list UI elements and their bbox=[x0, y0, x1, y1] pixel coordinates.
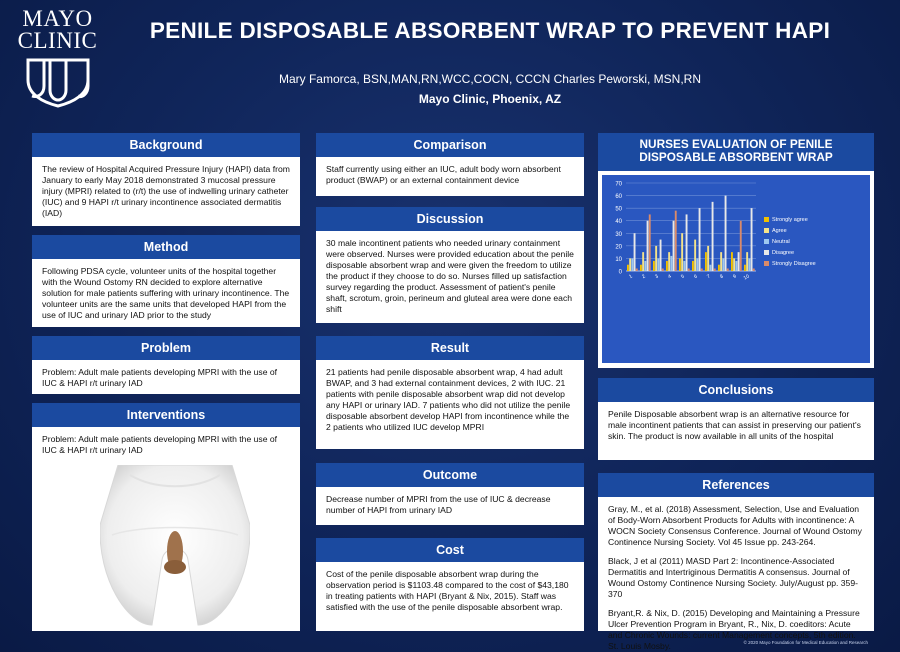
method-text: Following PDSA cycle, volunteer units of the hospital together with the Wound Ostomy RN decided to explore alternative solution for male patients suffering with urinary incontinence. The volunteer units are the same units that developed HAPI from the use of IUC and urinary IAD prior to the study bbox=[42, 266, 290, 320]
mayo-clinic-logo bbox=[10, 8, 105, 113]
y-tick-label: 70 bbox=[615, 181, 622, 188]
discussion-heading: Discussion bbox=[316, 207, 584, 231]
y-tick-label: 20 bbox=[615, 244, 622, 251]
bar bbox=[644, 261, 646, 271]
references-list bbox=[598, 497, 874, 652]
interventions-text: Problem: Adult male patients developing MPRI with the use of IUC & HAPI r/t urinary IAD bbox=[42, 434, 278, 455]
references-heading: References bbox=[598, 473, 874, 497]
bar bbox=[709, 265, 711, 271]
bar bbox=[740, 221, 742, 271]
x-tick-label: 5 bbox=[680, 273, 686, 281]
bar bbox=[705, 252, 707, 271]
problem-panel bbox=[32, 336, 300, 394]
result-panel bbox=[316, 336, 584, 449]
bar bbox=[662, 268, 664, 271]
bar bbox=[744, 265, 746, 271]
bar bbox=[714, 268, 716, 271]
conclusions-heading: Conclusions bbox=[598, 378, 874, 402]
absorbent-wrap-photo bbox=[100, 465, 250, 630]
x-tick-label: 10 bbox=[742, 273, 751, 282]
bar bbox=[670, 256, 672, 271]
bar bbox=[634, 233, 636, 271]
bar bbox=[753, 268, 755, 271]
comparison-panel bbox=[316, 133, 584, 196]
legend-label: Agree bbox=[772, 228, 787, 234]
cost-panel bbox=[316, 538, 584, 631]
bar bbox=[653, 261, 655, 271]
y-tick-label: 0 bbox=[618, 269, 622, 276]
authors: Mary Famorca, BSN,MAN,RN,WCC,COCN, CCCN Charles Peworski, MSN,RN bbox=[278, 72, 702, 86]
bar bbox=[681, 233, 683, 271]
y-tick-label: 10 bbox=[615, 256, 622, 263]
chart-title: NURSES EVALUATION OF PENILE DISPOSABLE ABSORBENT WRAP bbox=[598, 133, 874, 171]
bar bbox=[668, 252, 670, 271]
bar bbox=[673, 221, 675, 271]
result-text: 21 patients had penile disposable absorbent wrap, 4 had adult BWAP, and 3 had external containment devices, 2 with IUC. 21 patients with penile disposable absorbent wrap did not develop any HAPI or urinary IAD. 7 patients who did not utilize the penile disposable absorbent develop HAPI from incontinence while the 2 patients who utilized IUC develop MPRI bbox=[326, 367, 571, 432]
bar bbox=[642, 252, 644, 271]
bar bbox=[735, 261, 737, 271]
bar bbox=[720, 252, 722, 271]
bar bbox=[718, 265, 720, 271]
bar bbox=[699, 208, 701, 271]
bar bbox=[655, 246, 657, 271]
x-tick-label: 1 bbox=[628, 273, 634, 281]
logo-text-line2: CLINIC bbox=[17, 28, 98, 53]
bar bbox=[640, 265, 642, 271]
comparison-text: Staff currently using either an IUC, adult body worn absorbent product (BWAP) or an external containment device bbox=[326, 164, 561, 185]
legend-swatch bbox=[764, 239, 769, 244]
bar bbox=[683, 261, 685, 271]
result-heading: Result bbox=[316, 336, 584, 360]
y-tick-label: 40 bbox=[615, 219, 622, 226]
legend-swatch bbox=[764, 250, 769, 255]
bar bbox=[649, 214, 651, 271]
legend-label: Neutral bbox=[772, 239, 790, 245]
bar bbox=[679, 258, 681, 271]
cost-heading: Cost bbox=[316, 538, 584, 562]
bar bbox=[627, 265, 629, 271]
background-text: The review of Hospital Acquired Pressure Injury (HAPI) data from January to early May 2018 demonstrated 3 mucosal pressure injury (MPRI) related to (r/t) the use of indwelling urinary catheter (IUC) and 9 HAPI r/t urinary incontinence associated dermatitis (IAD) bbox=[42, 164, 290, 218]
method-heading: Method bbox=[32, 235, 300, 259]
bar bbox=[657, 258, 659, 271]
bar bbox=[722, 258, 724, 271]
bar-chart bbox=[602, 175, 870, 363]
shield-icon bbox=[24, 56, 92, 108]
bar bbox=[701, 268, 703, 271]
x-tick-label: 6 bbox=[693, 273, 699, 281]
x-tick-label: 2 bbox=[641, 273, 647, 281]
legend-label: Strongly agree bbox=[772, 217, 808, 223]
discussion-panel bbox=[316, 207, 584, 323]
copyright-note: © 2020 Mayo Foundation for Medical Education and Research bbox=[743, 640, 868, 645]
affiliation: Mayo Clinic, Phoenix, AZ bbox=[418, 92, 562, 106]
bar bbox=[733, 258, 735, 271]
y-tick-label: 30 bbox=[615, 231, 622, 238]
outcome-heading: Outcome bbox=[316, 463, 584, 487]
outcome-text: Decrease number of MPRI from the use of IUC & decrease number of HAPI from urinary IAD bbox=[326, 494, 551, 515]
reference-item: Black, J et al (2011) MASD Part 2: Incontinence-Associated Dermatitis and Intertriginous Dermatitis A consensus. Journal of Wound Ostomy Continence Nursing Society. July/August pp. 359-370 bbox=[608, 556, 858, 599]
bar bbox=[712, 202, 714, 271]
reference-item: Bryant,R. & Nix, D. (2015) Developing and Maintaining a Pressure Ulcer Prevention Program in Bryant, R., Nix, D. coeditors: Acute and Chronic Wounds: current Management concepts, 5th edition. St. Louis Mosby. bbox=[608, 608, 860, 651]
x-tick-label: 8 bbox=[719, 273, 725, 281]
y-tick-label: 50 bbox=[615, 206, 622, 213]
bar bbox=[629, 258, 631, 271]
bar bbox=[731, 252, 733, 271]
bar bbox=[688, 268, 690, 271]
bar bbox=[694, 240, 696, 271]
cost-text: Cost of the penile disposable absorbent wrap during the observation period is $1103.48 compared to the cost of $43,180 in treating patients with HAPI (Bryant & Nix, 2015). Staff was satisfied with the use of the penile disposable absorbent wrap. bbox=[326, 569, 569, 612]
legend-swatch bbox=[764, 228, 769, 233]
background-heading: Background bbox=[32, 133, 300, 157]
bar bbox=[636, 268, 638, 271]
logo-text-line1: MAYO bbox=[22, 6, 93, 31]
bar bbox=[727, 268, 729, 271]
method-panel bbox=[32, 235, 300, 327]
legend-label: Strongly Disagree bbox=[772, 261, 816, 267]
discussion-text: 30 male incontinent patients who needed urinary containment were observed. Nurses were provided education about the penile disposable absorbent wrap and were given the freedom to utilize the product if they choose to do so. Nurses filled up satisfaction survey regarding the product. Assessment of patient's penile shaft, scrotum, groin, perineum and gluteal area were done each shift bbox=[326, 238, 574, 314]
bar bbox=[631, 258, 633, 271]
bar bbox=[738, 252, 740, 271]
legend-swatch bbox=[764, 217, 769, 222]
conclusions-text: Penile Disposable absorbent wrap is an alternative resource for male incontinent patients that can assist in preserving our patient's skin. The product is now available in all units of the hospital bbox=[608, 409, 861, 441]
poster-title: PENILE DISPOSABLE ABSORBENT WRAP TO PREVENT HAPI bbox=[149, 18, 831, 43]
bar bbox=[751, 208, 753, 271]
nurses-evaluation-chart bbox=[598, 133, 874, 368]
bar bbox=[647, 221, 649, 271]
legend-label: Disagree bbox=[772, 250, 795, 256]
bar bbox=[660, 240, 662, 271]
reference-item: Gray, M., et al. (2018) Assessment, Selection, Use and Evaluation of Body-Worn Absorbent Products for Adults with incontinence: A WOCN Society Consensus Conference. Journal of Wound Ostomy Continence Nursing Society. Vol 45 Issue pp. 243-264. bbox=[608, 504, 862, 547]
x-tick-label: 3 bbox=[654, 273, 660, 281]
bar bbox=[675, 211, 677, 271]
background-panel bbox=[32, 133, 300, 226]
x-tick-label: 4 bbox=[667, 273, 673, 281]
outcome-panel bbox=[316, 463, 584, 525]
bar bbox=[666, 261, 668, 271]
legend-swatch bbox=[764, 261, 769, 266]
x-tick-label: 7 bbox=[706, 273, 712, 281]
problem-text: Problem: Adult male patients developing MPRI with the use of IUC & HAPI r/t urinary IAD bbox=[42, 367, 278, 388]
bar bbox=[748, 258, 750, 271]
bar bbox=[725, 196, 727, 271]
conclusions-panel bbox=[598, 378, 874, 460]
x-tick-label: 9 bbox=[732, 273, 738, 281]
bar bbox=[746, 252, 748, 271]
bar bbox=[686, 214, 688, 271]
problem-heading: Problem bbox=[32, 336, 300, 360]
chart-area bbox=[602, 175, 870, 363]
interventions-heading: Interventions bbox=[32, 403, 300, 427]
bar bbox=[707, 246, 709, 271]
y-tick-label: 60 bbox=[615, 194, 622, 201]
comparison-heading: Comparison bbox=[316, 133, 584, 157]
bar bbox=[696, 258, 698, 271]
bar bbox=[692, 261, 694, 271]
